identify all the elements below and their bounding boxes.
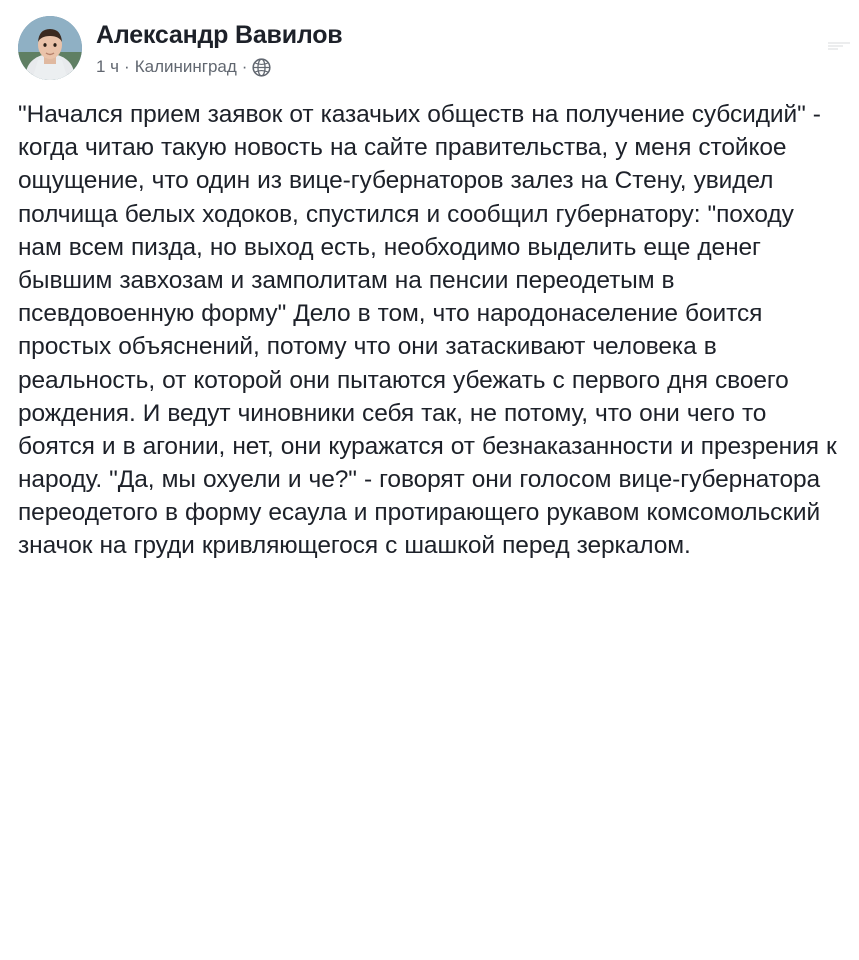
post-text: "Начался прием заявок от казачьих обществ на получение субсидий" - когда читаю такую новость на сайте правительства, у меня стойкое ощущение, что один из вице-губернаторов залез на Стену, увидел полчища белых ходоков, спустился и сообщил губернатору: "походу нам всем пизда, но выход есть, необходимо выделить еще денег бывшим завхозам и замполитам на пенсии переодетым в псевдовоенную форму" Дело в том, что народонаселение боится простых объяснений, потому что они затаскивают человека в реальность, от которой они пытаются убежать с первого дня своего рождения. И ведут чиновники себя так, не потому, что они чего то боятся и в агонии, нет, они куражатся от безнаказанности и презрения к народу. "Да, мы охуели и че?" - говорят они голосом вице-губернатора переодетого в форму есаула и протирающего рукавом комсомольский значок на груди кривляющегося с шашкой перед зеркалом. — [18, 101, 837, 560]
avatar[interactable] — [18, 16, 82, 80]
meta-separator: · — [124, 56, 130, 76]
post-meta — [96, 57, 342, 77]
post-body — [18, 98, 841, 563]
post-author-name[interactable]: Александр Вавилов — [96, 21, 343, 49]
post-header-text — [96, 16, 342, 77]
meta-separator-2: · — [241, 56, 248, 76]
post-header — [18, 14, 841, 86]
globe-icon[interactable] — [252, 58, 271, 77]
user-avatar-photo — [18, 16, 82, 80]
post-timestamp[interactable]: 1 ч — [96, 56, 120, 76]
post-location[interactable]: Калининград — [134, 56, 237, 76]
watermark-decoration — [828, 42, 850, 49]
